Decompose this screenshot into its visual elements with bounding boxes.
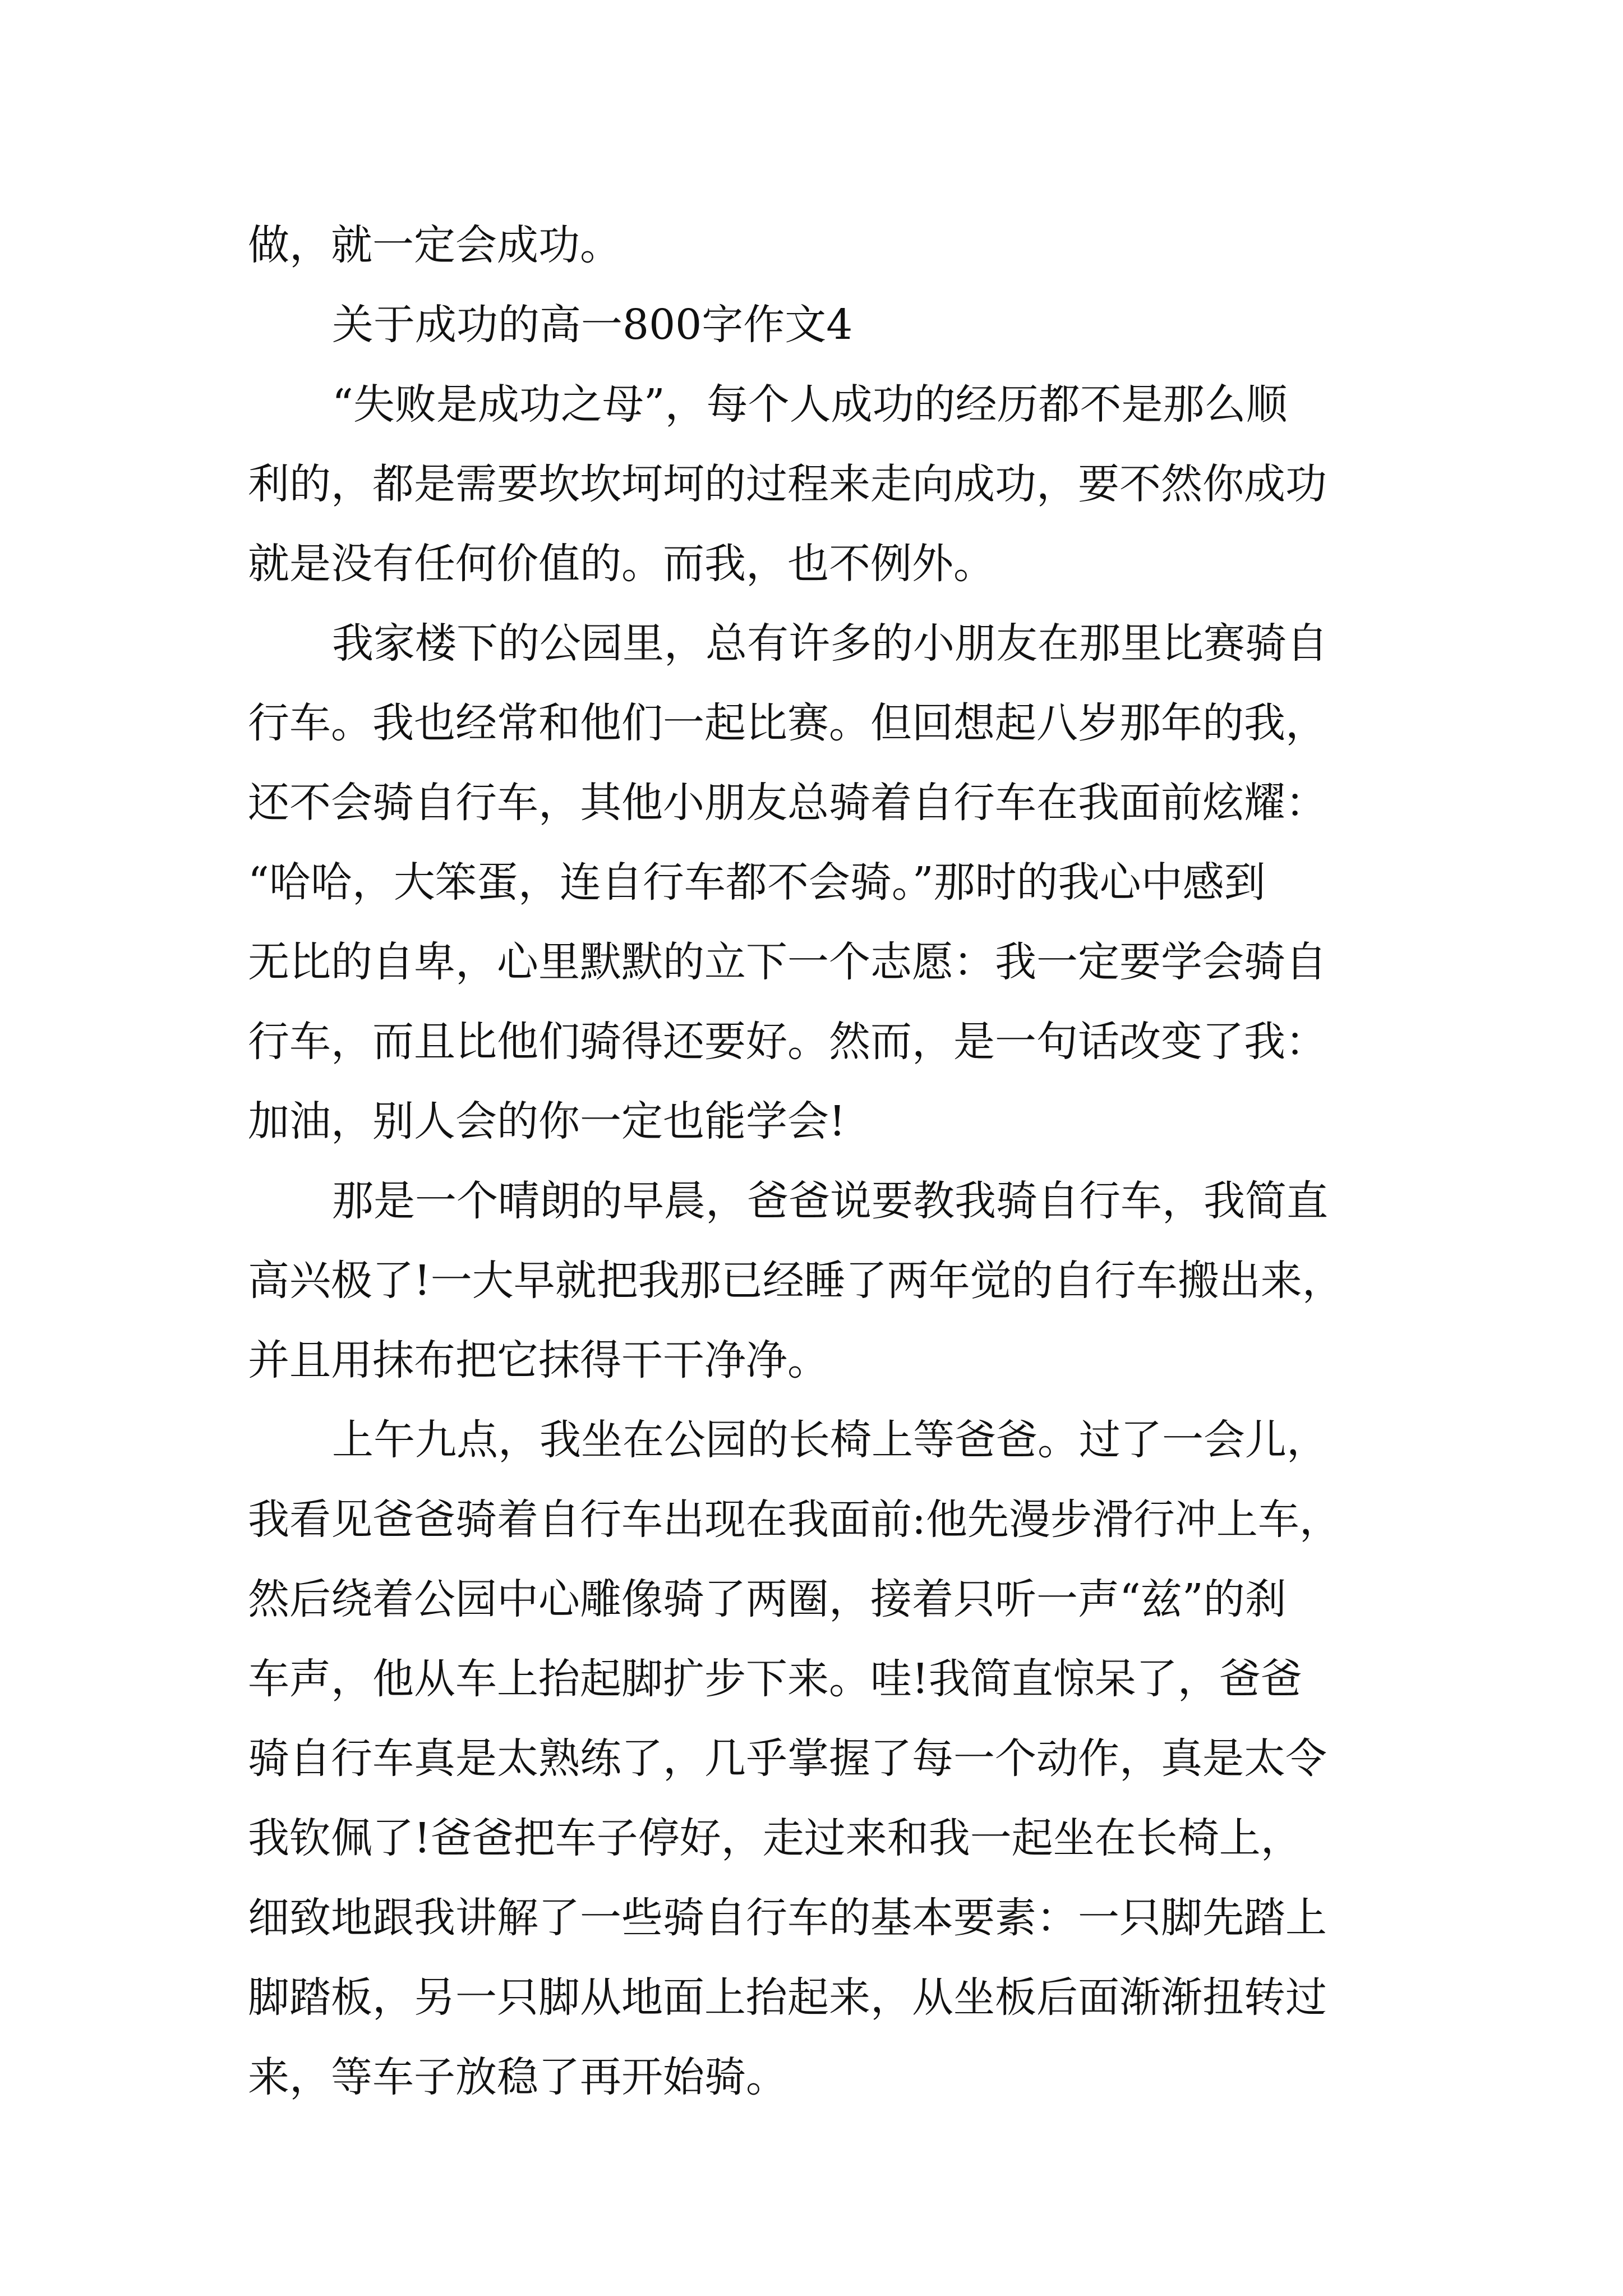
text-line: 细致地跟我讲解了一些骑自行车的基本要素：一只脚先踏上 [248, 1894, 1327, 1942]
text-line: 还不会骑自行车，其他小朋友总骑着自行车在我面前炫耀： [248, 779, 1327, 827]
text-line: 然后绕着公园中心雕像骑了两圈，接着只听一声“兹”的刹 [248, 1575, 1287, 1623]
text-line: 加油，别人会的你一定也能学会! [248, 1097, 846, 1145]
text-line: 骑自行车真是太熟练了，几乎掌握了每一个动作，真是太令 [248, 1734, 1327, 1783]
text-line: 做，就一定会成功。 [248, 221, 621, 269]
text-line: 利的，都是需要坎坎坷坷的过程来走向成功，要不然你成功 [248, 460, 1327, 508]
text-line: 我钦佩了!爸爸把车子停好，走过来和我一起坐在长椅上， [248, 1814, 1302, 1862]
text-line: 行车，而且比他们骑得还要好。然而，是一句话改变了我： [248, 1018, 1327, 1066]
text-line: 我看见爸爸骑着自行车出现在我面前:他先漫步滑行冲上车， [248, 1496, 1341, 1544]
text-line: “哈哈，大笨蛋，连自行车都不会骑。”那时的我心中感到 [248, 858, 1266, 907]
paragraph-first-line: “失败是成功之母”，每个人成功的经历都不是那么顺 [332, 380, 1288, 429]
paragraph-first-line: 我家楼下的公园里，总有许多的小朋友在那里比赛骑自 [332, 619, 1328, 668]
text-line: 行车。我也经常和他们一起比赛。但回想起八岁那年的我， [248, 699, 1327, 747]
paragraph-first-line: 关于成功的高一800字作文4 [332, 301, 853, 349]
text-line: 并且用抹布把它抹得干干净净。 [248, 1336, 829, 1384]
text-line: 就是没有任何价值的。而我，也不例外。 [248, 540, 995, 588]
paragraph-first-line: 上午九点，我坐在公园的长椅上等爸爸。过了一会儿， [332, 1416, 1328, 1464]
paragraph-first-line: 那是一个晴朗的早晨，爸爸说要教我骑自行车，我简直 [332, 1177, 1328, 1225]
text-line: 高兴极了!一大早就把我那已经睡了两年觉的自行车搬出来， [248, 1257, 1344, 1305]
text-line: 无比的自卑，心里默默的立下一个志愿：我一定要学会骑自 [248, 938, 1327, 986]
text-line: 车声，他从车上抬起脚扩步下来。哇!我简直惊呆了，爸爸 [248, 1655, 1302, 1703]
text-line: 来，等车子放稳了再开始骑。 [248, 2053, 787, 2101]
text-line: 脚踏板，另一只脚从地面上抬起来，从坐板后面渐渐扭转过 [248, 1973, 1327, 2022]
